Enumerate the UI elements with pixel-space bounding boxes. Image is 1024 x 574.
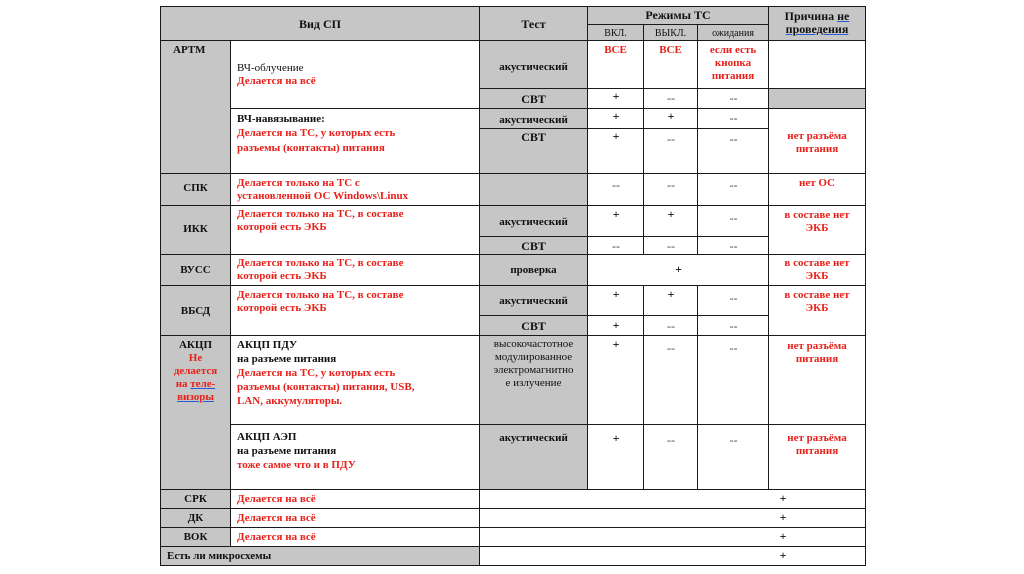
ikk-test1: акустический (480, 206, 588, 237)
row-artm-name: АРТМ (161, 41, 231, 174)
spk-sb: -- (698, 174, 769, 206)
akcp-aep-reason: нет разъёма питания (769, 425, 866, 490)
header-mode-on: ВКЛ. (588, 25, 644, 41)
ikk-t2-off: -- (644, 237, 698, 255)
dk-span: + (480, 509, 866, 528)
ikk-t1-off: + (644, 206, 698, 237)
artm-nav-t2-sb: -- (698, 129, 769, 174)
header-mode-standby: ожидания (698, 25, 769, 41)
artm-svt-reason (769, 89, 866, 109)
vbsd-note: Делается только на ТС, в составе которой есть ЭКБ (231, 286, 480, 336)
vbsd-t2-off: -- (644, 316, 698, 336)
artm-vch-obl: ВЧ-облучение Делается на всё (231, 41, 480, 109)
row-vbsd-name: ВБСД (161, 286, 231, 336)
ikk-t1-sb: -- (698, 206, 769, 237)
vbsd-t1-off: + (644, 286, 698, 316)
vbsd-t1-on: + (588, 286, 644, 316)
header-modes: Режимы ТС (588, 7, 769, 25)
spk-reason: нет ОС (769, 174, 866, 206)
akcp-pdu-reason: нет разъёма питания (769, 336, 866, 425)
artm-on: ВСЕ (588, 41, 644, 89)
requirements-table (160, 6, 866, 566)
spk-note: Делается только на ТС с установленной ОС Windows\Linux (231, 174, 480, 206)
dk-note: Делается на всё (231, 509, 480, 528)
akcp-pdu-off: -- (644, 336, 698, 425)
vuss-note: Делается только на ТС, в составе которой есть ЭКБ (231, 255, 480, 286)
ikk-t2-on: -- (588, 237, 644, 255)
row-srk-name: СРК (161, 490, 231, 509)
row-chips-name: Есть ли микросхемы (161, 547, 480, 566)
row-spk-name: СПК (161, 174, 231, 206)
artm-nav-t2-on: + (588, 129, 644, 174)
vuss-modes: + (588, 255, 769, 286)
artm-nav-reason: нет разъёма питания (769, 109, 866, 174)
akcp-pdu-sb: -- (698, 336, 769, 425)
vok-span: + (480, 528, 866, 547)
vok-note: Делается на всё (231, 528, 480, 547)
akcp-aep-test: акустический (480, 425, 588, 490)
akcp-aep-sb: -- (698, 425, 769, 490)
akcp-pdu-test: высокочастотное модулированное электромагнитно е излучение (480, 336, 588, 425)
artm-nav-t1-off: + (644, 109, 698, 129)
row-vok-name: ВОК (161, 528, 231, 547)
spk-test (480, 174, 588, 206)
srk-note: Делается на всё (231, 490, 480, 509)
artm-standby: если есть кнопка питания (698, 41, 769, 89)
row-akcp-name: АКЦП Не делается на теле- визоры (161, 336, 231, 490)
spk-on: -- (588, 174, 644, 206)
artm-reason-top (769, 41, 866, 89)
row-ikk-name: ИКК (161, 206, 231, 255)
ikk-t2-sb: -- (698, 237, 769, 255)
vbsd-t2-on: + (588, 316, 644, 336)
akcp-aep-off: -- (644, 425, 698, 490)
vbsd-t2-sb: -- (698, 316, 769, 336)
ikk-t1-on: + (588, 206, 644, 237)
akcp-aep: АКЦП АЭП на разъеме питания тоже самое что и в ПДУ (231, 425, 480, 490)
vuss-test: проверка (480, 255, 588, 286)
ikk-note: Делается только на ТС, в составе которой есть ЭКБ (231, 206, 480, 255)
header-type: Вид СП (161, 7, 480, 41)
vbsd-test2: СВТ (480, 316, 588, 336)
artm-nav-test1: акустический (480, 109, 588, 129)
akcp-aep-on: + (588, 425, 644, 490)
artm-nav-t1-sb: -- (698, 109, 769, 129)
akcp-pdu-on: + (588, 336, 644, 425)
row-vuss-name: ВУСС (161, 255, 231, 286)
srk-span: + (480, 490, 866, 509)
ikk-reason: в составе нет ЭКБ (769, 206, 866, 255)
artm-nav-test2: СВТ (480, 129, 588, 174)
header-test: Тест (480, 7, 588, 41)
vbsd-t1-sb: -- (698, 286, 769, 316)
vbsd-test1: акустический (480, 286, 588, 316)
vuss-reason: в составе нет ЭКБ (769, 255, 866, 286)
artm-test-acoustic: акустический (480, 41, 588, 89)
artm-nav-t2-off: -- (644, 129, 698, 174)
spk-off: -- (644, 174, 698, 206)
ikk-test2: СВТ (480, 237, 588, 255)
artm-vch-nav: ВЧ-навязывание: Делается на ТС, у которых есть разъемы (контакты) питания (231, 109, 480, 174)
artm-svt-sb: -- (698, 89, 769, 109)
artm-nav-t1-on: + (588, 109, 644, 129)
header-reason: Причина не проведения (769, 7, 866, 41)
artm-svt-off: -- (644, 89, 698, 109)
artm-off: ВСЕ (644, 41, 698, 89)
row-dk-name: ДК (161, 509, 231, 528)
akcp-pdu: АКЦП ПДУ на разъеме питания Делается на ТС, у которых есть разъемы (контакты) питания, USB, LAN, аккумуляторы. (231, 336, 480, 425)
chips-span: + (480, 547, 866, 566)
header-mode-off: ВЫКЛ. (644, 25, 698, 41)
vbsd-reason: в составе нет ЭКБ (769, 286, 866, 336)
artm-svt-on: + (588, 89, 644, 109)
artm-test-svt: СВТ (480, 89, 588, 109)
